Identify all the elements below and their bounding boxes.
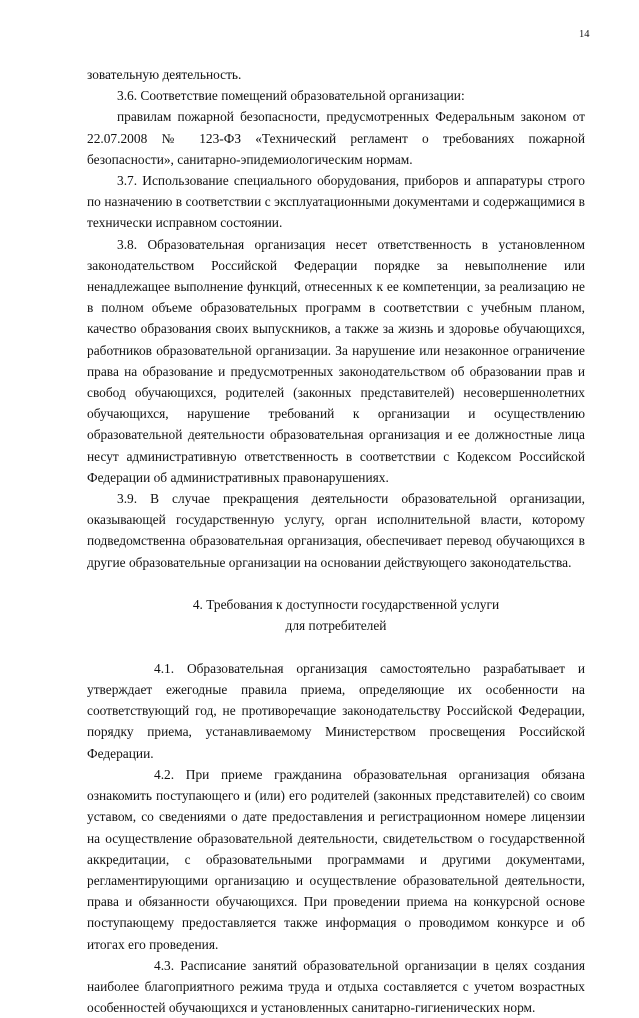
paragraph-4-3: 4.3. Расписание занятий образовательной организации в целях создания наиболее благоприятного режима труда и отдыха составляется с учетом возрастных особенностей обучающихся и установленных санитарно-гигиенических норм. (87, 957, 585, 1016)
paragraph-3-9: 3.9. В случае прекращения деятельности образовательной организации, оказывающей государственную услугу, орган исполнительной власти, которому подведомственна образовательная организация, обеспечивает перевод обучающихся в другие образовательные организации на основании действующего законодательства. (87, 491, 585, 570)
paragraph-4-1: 4.1. Образовательная организация самостоятельно разрабатывает и утверждает ежегодные правила приема, определяющие их особенности на соответствующий год, не противоречащие законодательству Российской Федерации, порядку приема, устанавливаемому Министерством просвещения Российской Федерации. (87, 660, 585, 761)
section-heading (87, 594, 585, 636)
paragraph-3-8: 3.8. Образовательная организация несет ответственность в установленном законодательством Российской Федерации порядке за невыполнение или ненадлежащее выполнение функций, отнесенных к ее компетенции, за реализацию не в полном объеме образовательных программ в соответствии с учебным планом, качество образования своих выпускников, а также за жизнь и здоровье обучающихся, работников образовательной организации. За нарушение или незаконное ограничение права на образование и предусмотренных законодательством об образовании прав и свобод обучающихся, родителей (законных представителей) несовершеннолетних обучающихся, нарушение требований к организации и осуществлению образовательной деятельности образовательная организация и ее должностные лица несут административную ответственность в соответствии с Кодексом Российской Федерации об административных правонарушениях. (87, 236, 585, 485)
paragraph-4-2: 4.2. При приеме гражданина образовательная организация обязана ознакомить поступающего и (или) его родителей (законных представителей) со своим уставом, со сведениями о дате предоставления и регистрационном номере лицензии на осуществление образовательной деятельности, свидетельством о государственной аккредитации, с образовательными программами и другими документами, регламентирующими организацию и осуществление образовательной деятельности, права и обязанности обучающихся. При проведении приема на конкурсной основе поступающему предоставляется также информация о проводимом конкурсе и об итогах его проведения. (87, 766, 585, 952)
paragraph-3-6-fire-safety: правилам пожарной безопасности, предусмотренных Федеральным законом от 22.07.2008 № 123-ФЗ «Технический регламент о требованиях пожарной безопасности», санитарно-эпидемиологическим нормам. (87, 109, 585, 167)
paragraph-continuation: зовательную деятельность. (87, 67, 242, 82)
paragraph-3-7: 3.7. Использование специального оборудования, приборов и аппаратуры строго по назначению в соответствии с эксплуатационными документами и содержащимися в технически исправном состоянии. (87, 173, 585, 231)
section-heading-line-2: для потребителей (285, 617, 387, 633)
section-heading-line-1: 4. Требования к доступности государственной услуги (192, 596, 500, 612)
paragraph-3-6: 3.6. Соответствие помещений образовательной организации: (117, 88, 465, 104)
document-body (87, 64, 585, 1018)
page-number: 14 (579, 29, 590, 40)
